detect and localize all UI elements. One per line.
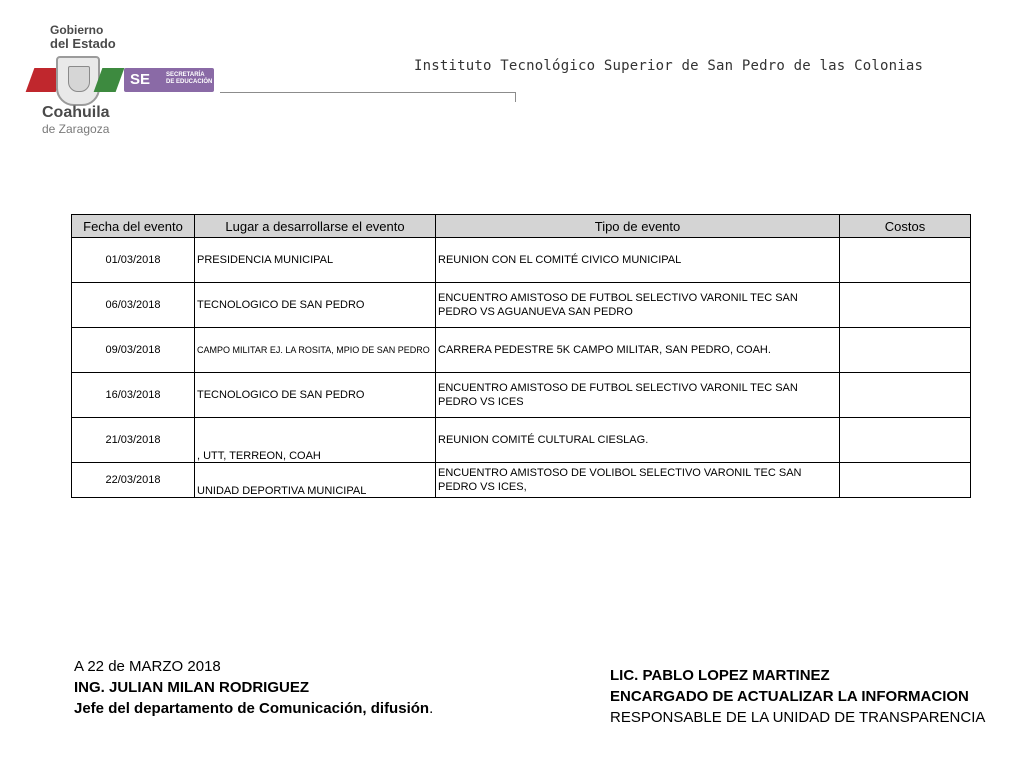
column-header-place: Lugar a desarrollarse el evento: [195, 215, 436, 238]
event-type: ENCUENTRO AMISTOSO DE FUTBOL SELECTIVO VARONIL TEC SAN PEDRO VS AGUANUEVA SAN PEDRO: [436, 283, 840, 328]
table-row: [72, 283, 971, 328]
event-place: CAMPO MILITAR EJ. LA ROSITA, MPIO DE SAN PEDRO: [195, 328, 436, 373]
event-cost: [840, 463, 971, 498]
event-date: 16/03/2018: [72, 373, 195, 418]
event-type: ENCUENTRO AMISTOSO DE VOLIBOL SELECTIVO VARONIL TEC SAN PEDRO VS ICES,: [436, 463, 840, 498]
event-place: PRESIDENCIA MUNICIPAL: [195, 238, 436, 283]
header-divider: [220, 92, 516, 93]
coahuila-government-logo: [28, 24, 218, 136]
institute-title: Instituto Tecnológico Superior de San Pedro de las Colonias: [414, 58, 924, 74]
table-row: [72, 373, 971, 418]
event-place: , UTT, TERREON, COAH: [195, 418, 436, 463]
table-row: [72, 328, 971, 373]
event-cost: [840, 328, 971, 373]
se-subtitle-line2: DE EDUCACIÓN: [166, 79, 213, 85]
event-type: CARRERA PEDESTRE 5K CAMPO MILITAR, SAN PEDRO, COAH.: [436, 328, 840, 373]
footer-right-signature: [610, 665, 985, 728]
footer-left-signature: [74, 656, 433, 719]
event-date: 06/03/2018: [72, 283, 195, 328]
event-cost: [840, 238, 971, 283]
column-header-costs: Costos: [840, 215, 971, 238]
event-date: 21/03/2018: [72, 418, 195, 463]
header-divider-tick: [515, 92, 516, 102]
signer-name-right: LIC. PABLO LOPEZ MARTINEZ: [610, 667, 830, 684]
gobierno-label: Gobierno: [50, 23, 104, 37]
secretaria-educacion-badge: [124, 68, 214, 92]
event-cost: [840, 283, 971, 328]
table-row: [72, 418, 971, 463]
event-date: 22/03/2018: [72, 463, 195, 498]
event-type: REUNION COMITÉ CULTURAL CIESLAG.: [436, 418, 840, 463]
coat-of-arms-icon: [56, 56, 100, 106]
signer-position-left: [74, 698, 433, 719]
report-date: A 22 de MARZO 2018: [74, 658, 221, 675]
signer-responsibility-right: RESPONSABLE DE LA UNIDAD DE TRANSPARENCIA: [610, 709, 986, 726]
event-date: 01/03/2018: [72, 238, 195, 283]
event-date: 09/03/2018: [72, 328, 195, 373]
signer-position-left-text: Jefe del departamento de Comunicación, difusión: [74, 700, 430, 717]
event-type: ENCUENTRO AMISTOSO DE FUTBOL SELECTIVO VARONIL TEC SAN PEDRO VS ICES: [436, 373, 840, 418]
table-header-row: [72, 215, 971, 238]
event-cost: [840, 373, 971, 418]
se-subtitle-line1: SECRETARÍA: [166, 72, 205, 78]
se-subtitle: [166, 72, 212, 86]
event-cost: [840, 418, 971, 463]
table-row: [72, 238, 971, 283]
events-table: [71, 214, 971, 498]
se-label: SE: [130, 71, 151, 88]
event-place: TECNOLOGICO DE SAN PEDRO: [195, 283, 436, 328]
zaragoza-label: de Zaragoza: [42, 122, 110, 136]
del-estado-label: del Estado: [50, 36, 116, 51]
signer-position-left-period: .: [429, 700, 434, 717]
event-place: UNIDAD DEPORTIVA MUNICIPAL: [195, 463, 436, 498]
coahuila-label: Coahuila: [42, 104, 110, 121]
signer-name-left: ING. JULIAN MILAN RODRIGUEZ: [74, 679, 309, 696]
table-row: [72, 463, 971, 498]
gobierno-del-estado-text: [50, 24, 116, 50]
signer-role-right: ENCARGADO DE ACTUALIZAR LA INFORMACION: [610, 688, 969, 705]
column-header-type: Tipo de evento: [436, 215, 840, 238]
event-place: TECNOLOGICO DE SAN PEDRO: [195, 373, 436, 418]
event-type: REUNION CON EL COMITÉ CIVICO MUNICIPAL: [436, 238, 840, 283]
column-header-date: Fecha del evento: [72, 215, 195, 238]
